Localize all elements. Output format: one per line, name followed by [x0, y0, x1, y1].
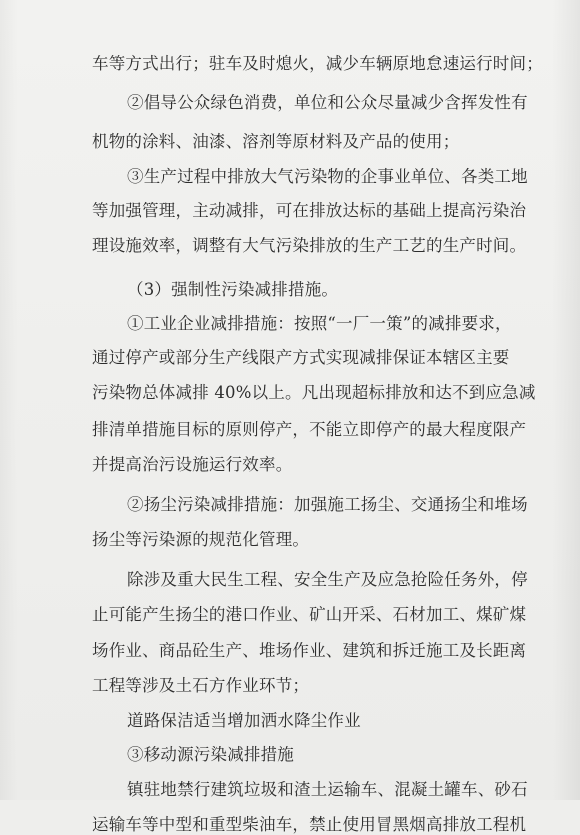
document-line: ①工业企业减排措施：按照“一厂一策”的减排要求， — [127, 314, 512, 333]
document-line: 车等方式出行；驻车及时熄火，减少车辆原地怠速运行时间； — [92, 54, 543, 73]
document-line: 场作业、商品砼生产、堆场作业、建筑和拆迁施工及长距离 — [92, 641, 527, 660]
document-line: 理设施效率，调整有大气污染排放的生产工艺的生产时间。 — [92, 236, 527, 255]
document-line: 并提高治污设施运行效率。 — [92, 455, 293, 474]
document-line: ③移动源污染减排措施 — [127, 745, 294, 764]
section-heading: （3）强制性污染减排措施。 — [127, 280, 339, 299]
document-line: 道路保洁适当增加洒水降尘作业 — [127, 711, 361, 730]
document-line: 污染物总体减排 40%以上。凡出现超标排放和达不到应急减 — [92, 383, 536, 402]
document-line: 扬尘等污染源的规范化管理。 — [92, 530, 310, 549]
document-line: 排清单措施目标的原则停产，不能立即停产的最大程度限产 — [92, 420, 527, 439]
document-line: ②倡导公众绿色消费，单位和公众尽量减少含挥发性有 — [127, 93, 528, 112]
document-line: ②扬尘污染减排措施：加强施工扬尘、交通扬尘和堆场 — [127, 495, 528, 514]
document-line: 机物的涂料、油漆、溶剂等原材料及产品的使用； — [92, 132, 460, 151]
document-line: 工程等涉及土石方作业环节； — [92, 676, 310, 695]
document-line: 镇驻地禁行建筑垃圾和渣土运输车、混凝土罐车、砂石 — [127, 780, 528, 799]
document-line: 止可能产生扬尘的港口作业、矿山开采、石材加工、煤矿煤 — [92, 605, 527, 624]
document-line: ③生产过程中排放大气污染物的企事业单位、各类工地 — [127, 167, 528, 186]
document-line: 运输车等中型和重型柴油车，禁止使用冒黑烟高排放工程机 — [92, 815, 527, 834]
document-line: 等加强管理，主动减排，可在排放达标的基础上提高污染治 — [92, 201, 527, 220]
document-line: 通过停产或部分生产线限产方式实现减排保证本辖区主要 — [92, 348, 510, 367]
document-line: 除涉及重大民生工程、安全生产及应急抢险任务外，停 — [127, 570, 528, 589]
